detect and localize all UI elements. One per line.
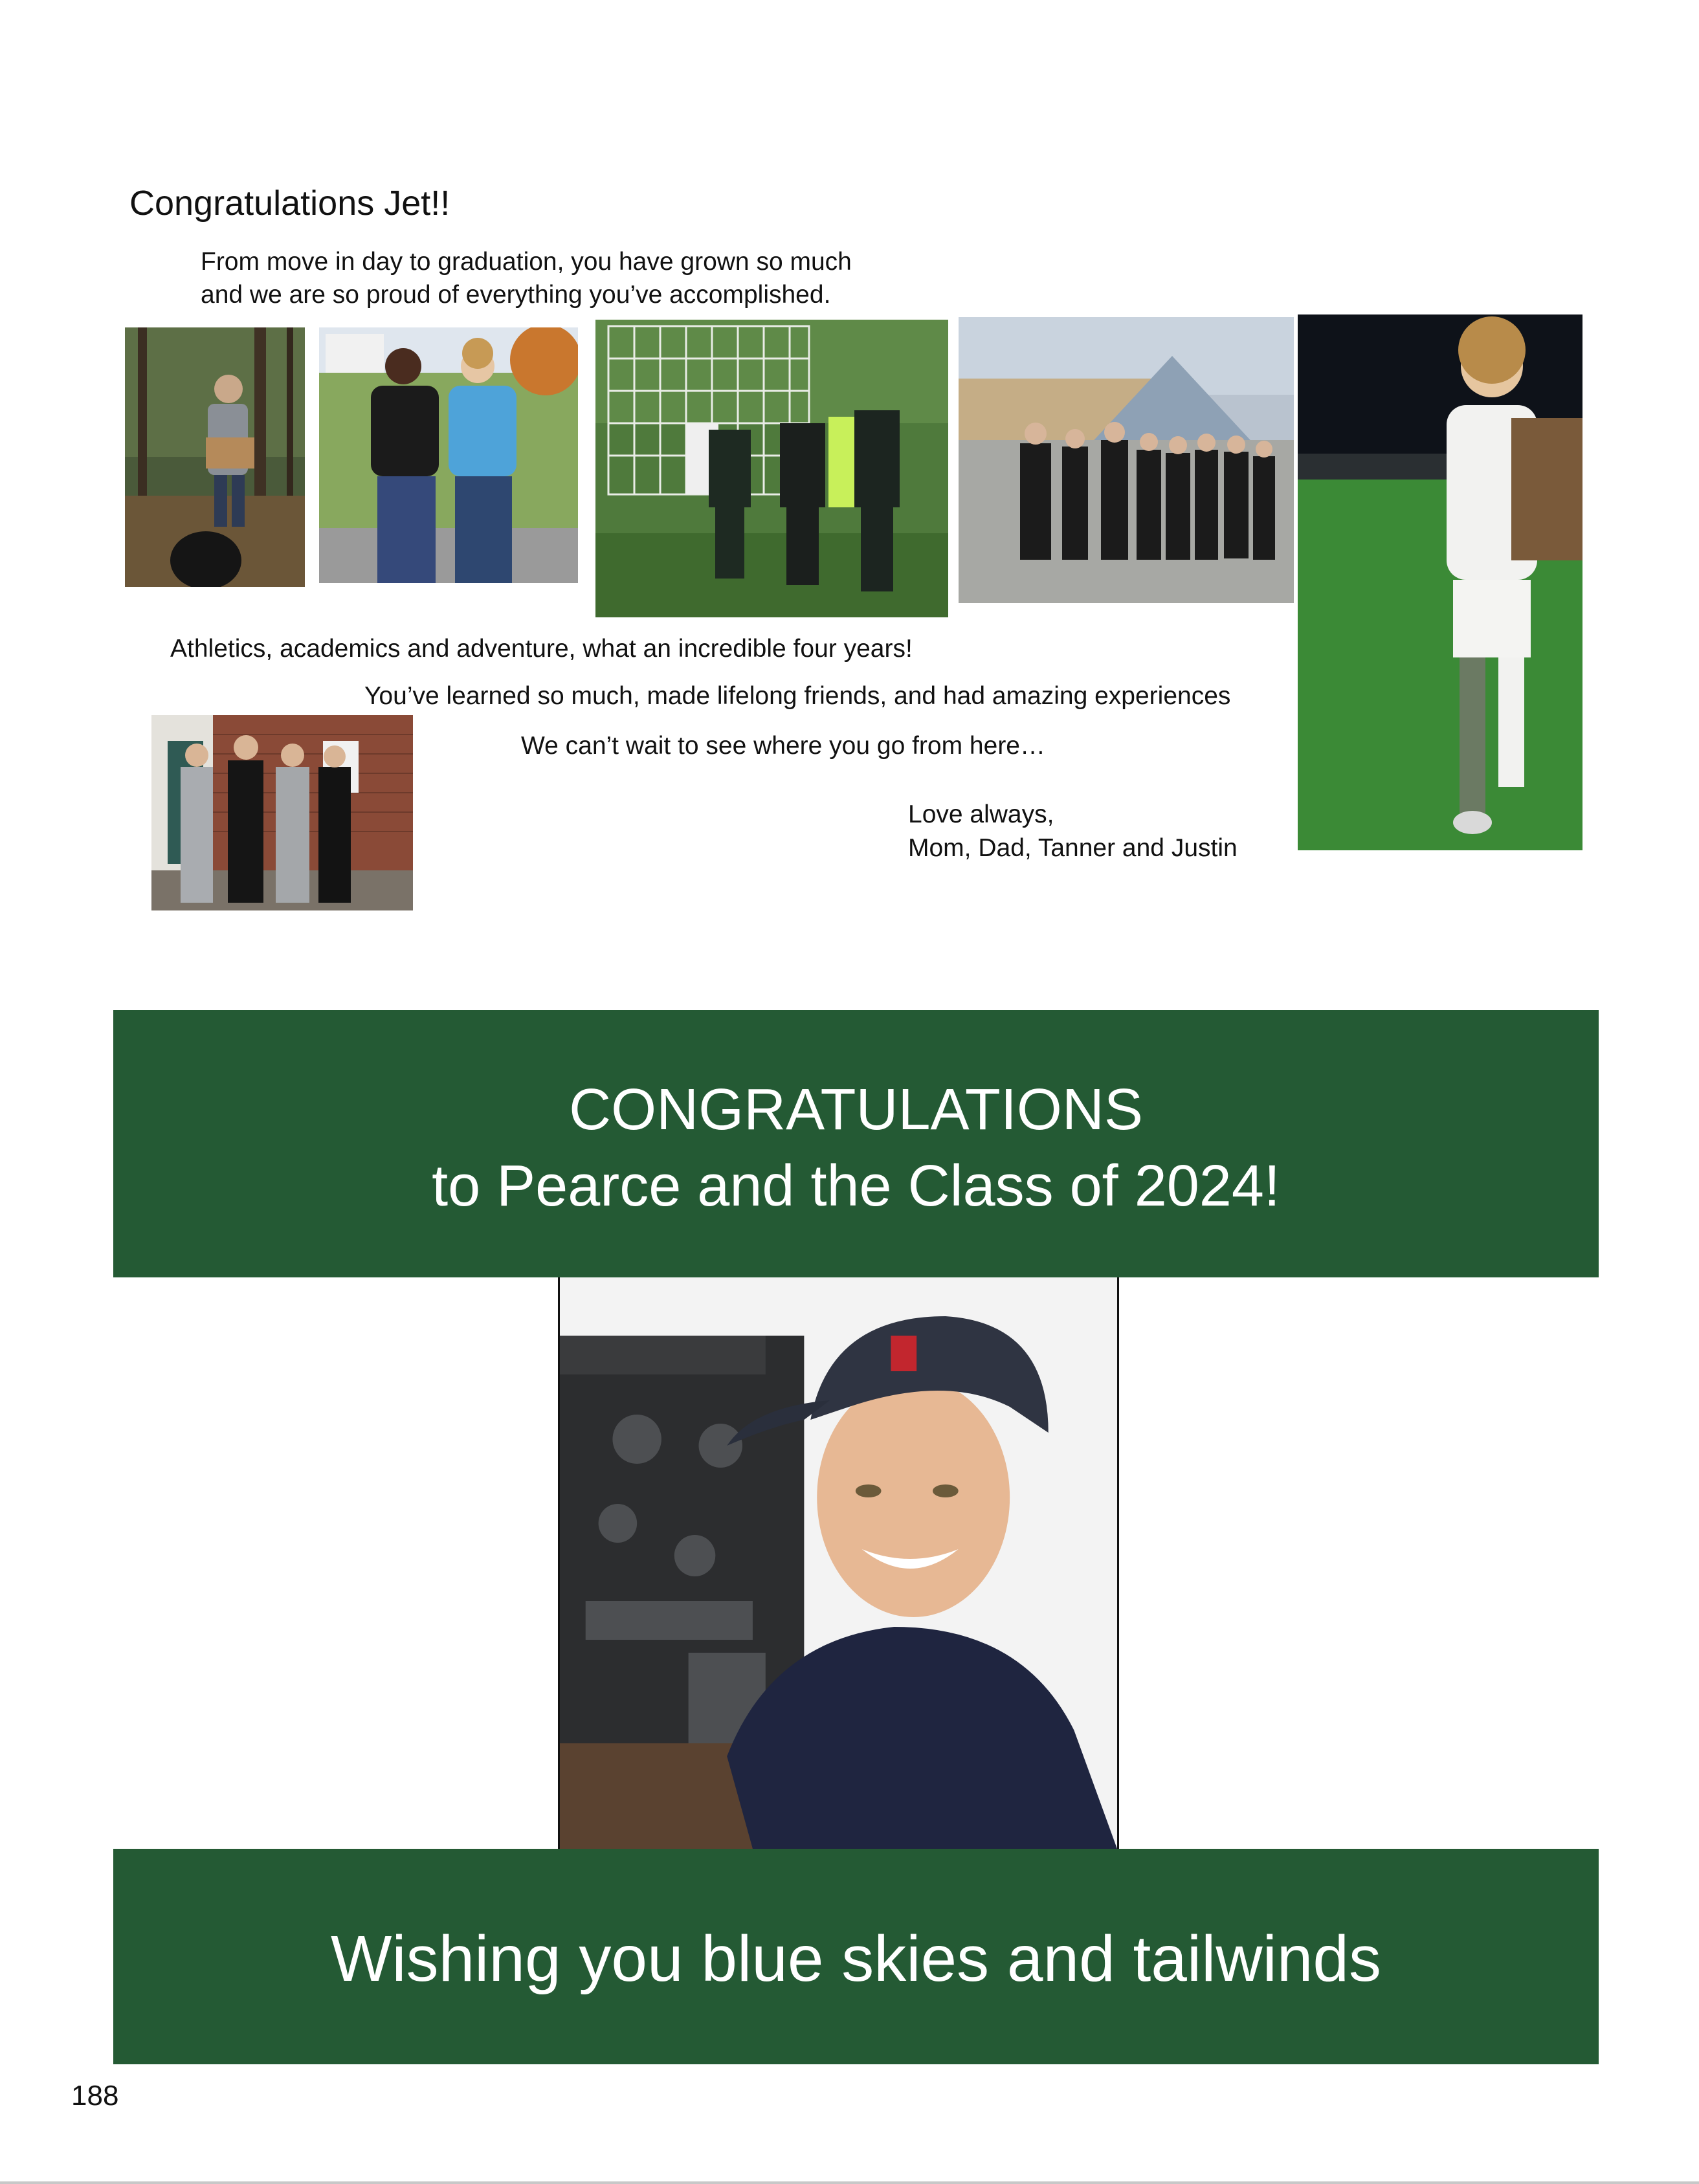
photo-louvre-group	[959, 317, 1294, 603]
message-line-1: Athletics, academics and adventure, what an incredible four years!	[170, 635, 913, 663]
banner-title: CONGRATULATIONS	[569, 1077, 1143, 1142]
closing-text: Love always,	[908, 800, 1054, 828]
banner-subtitle: to Pearce and the Class of 2024!	[432, 1154, 1280, 1219]
signature-text: Mom, Dad, Tanner and Justin	[908, 834, 1238, 862]
intro-line-1: From move in day to graduation, you have grown so much	[201, 248, 852, 276]
photo-friends-suits	[151, 715, 413, 910]
photo-move-in-day	[125, 327, 305, 587]
page-bottom-rule	[0, 2181, 1699, 2184]
wishes-banner	[113, 1849, 1599, 2064]
photo-soccer-celebration	[595, 320, 948, 617]
message-line-2: You’ve learned so much, made lifelong friends, and had amazing experiences	[364, 682, 1231, 710]
banner-wishes-text: Wishing you blue skies and tailwinds	[330, 1923, 1382, 1995]
photo-two-friends	[319, 327, 578, 583]
page-number: 188	[71, 2080, 119, 2112]
congratulations-banner	[113, 1010, 1599, 1277]
photo-child-cockpit	[558, 1277, 1119, 1849]
photo-player-trophy	[1298, 314, 1582, 850]
message-line-3: We can’t wait to see where you go from here…	[521, 732, 1045, 760]
intro-line-2: and we are so proud of everything you’ve accomplished.	[201, 281, 831, 309]
ad-heading: Congratulations Jet!!	[129, 184, 450, 223]
